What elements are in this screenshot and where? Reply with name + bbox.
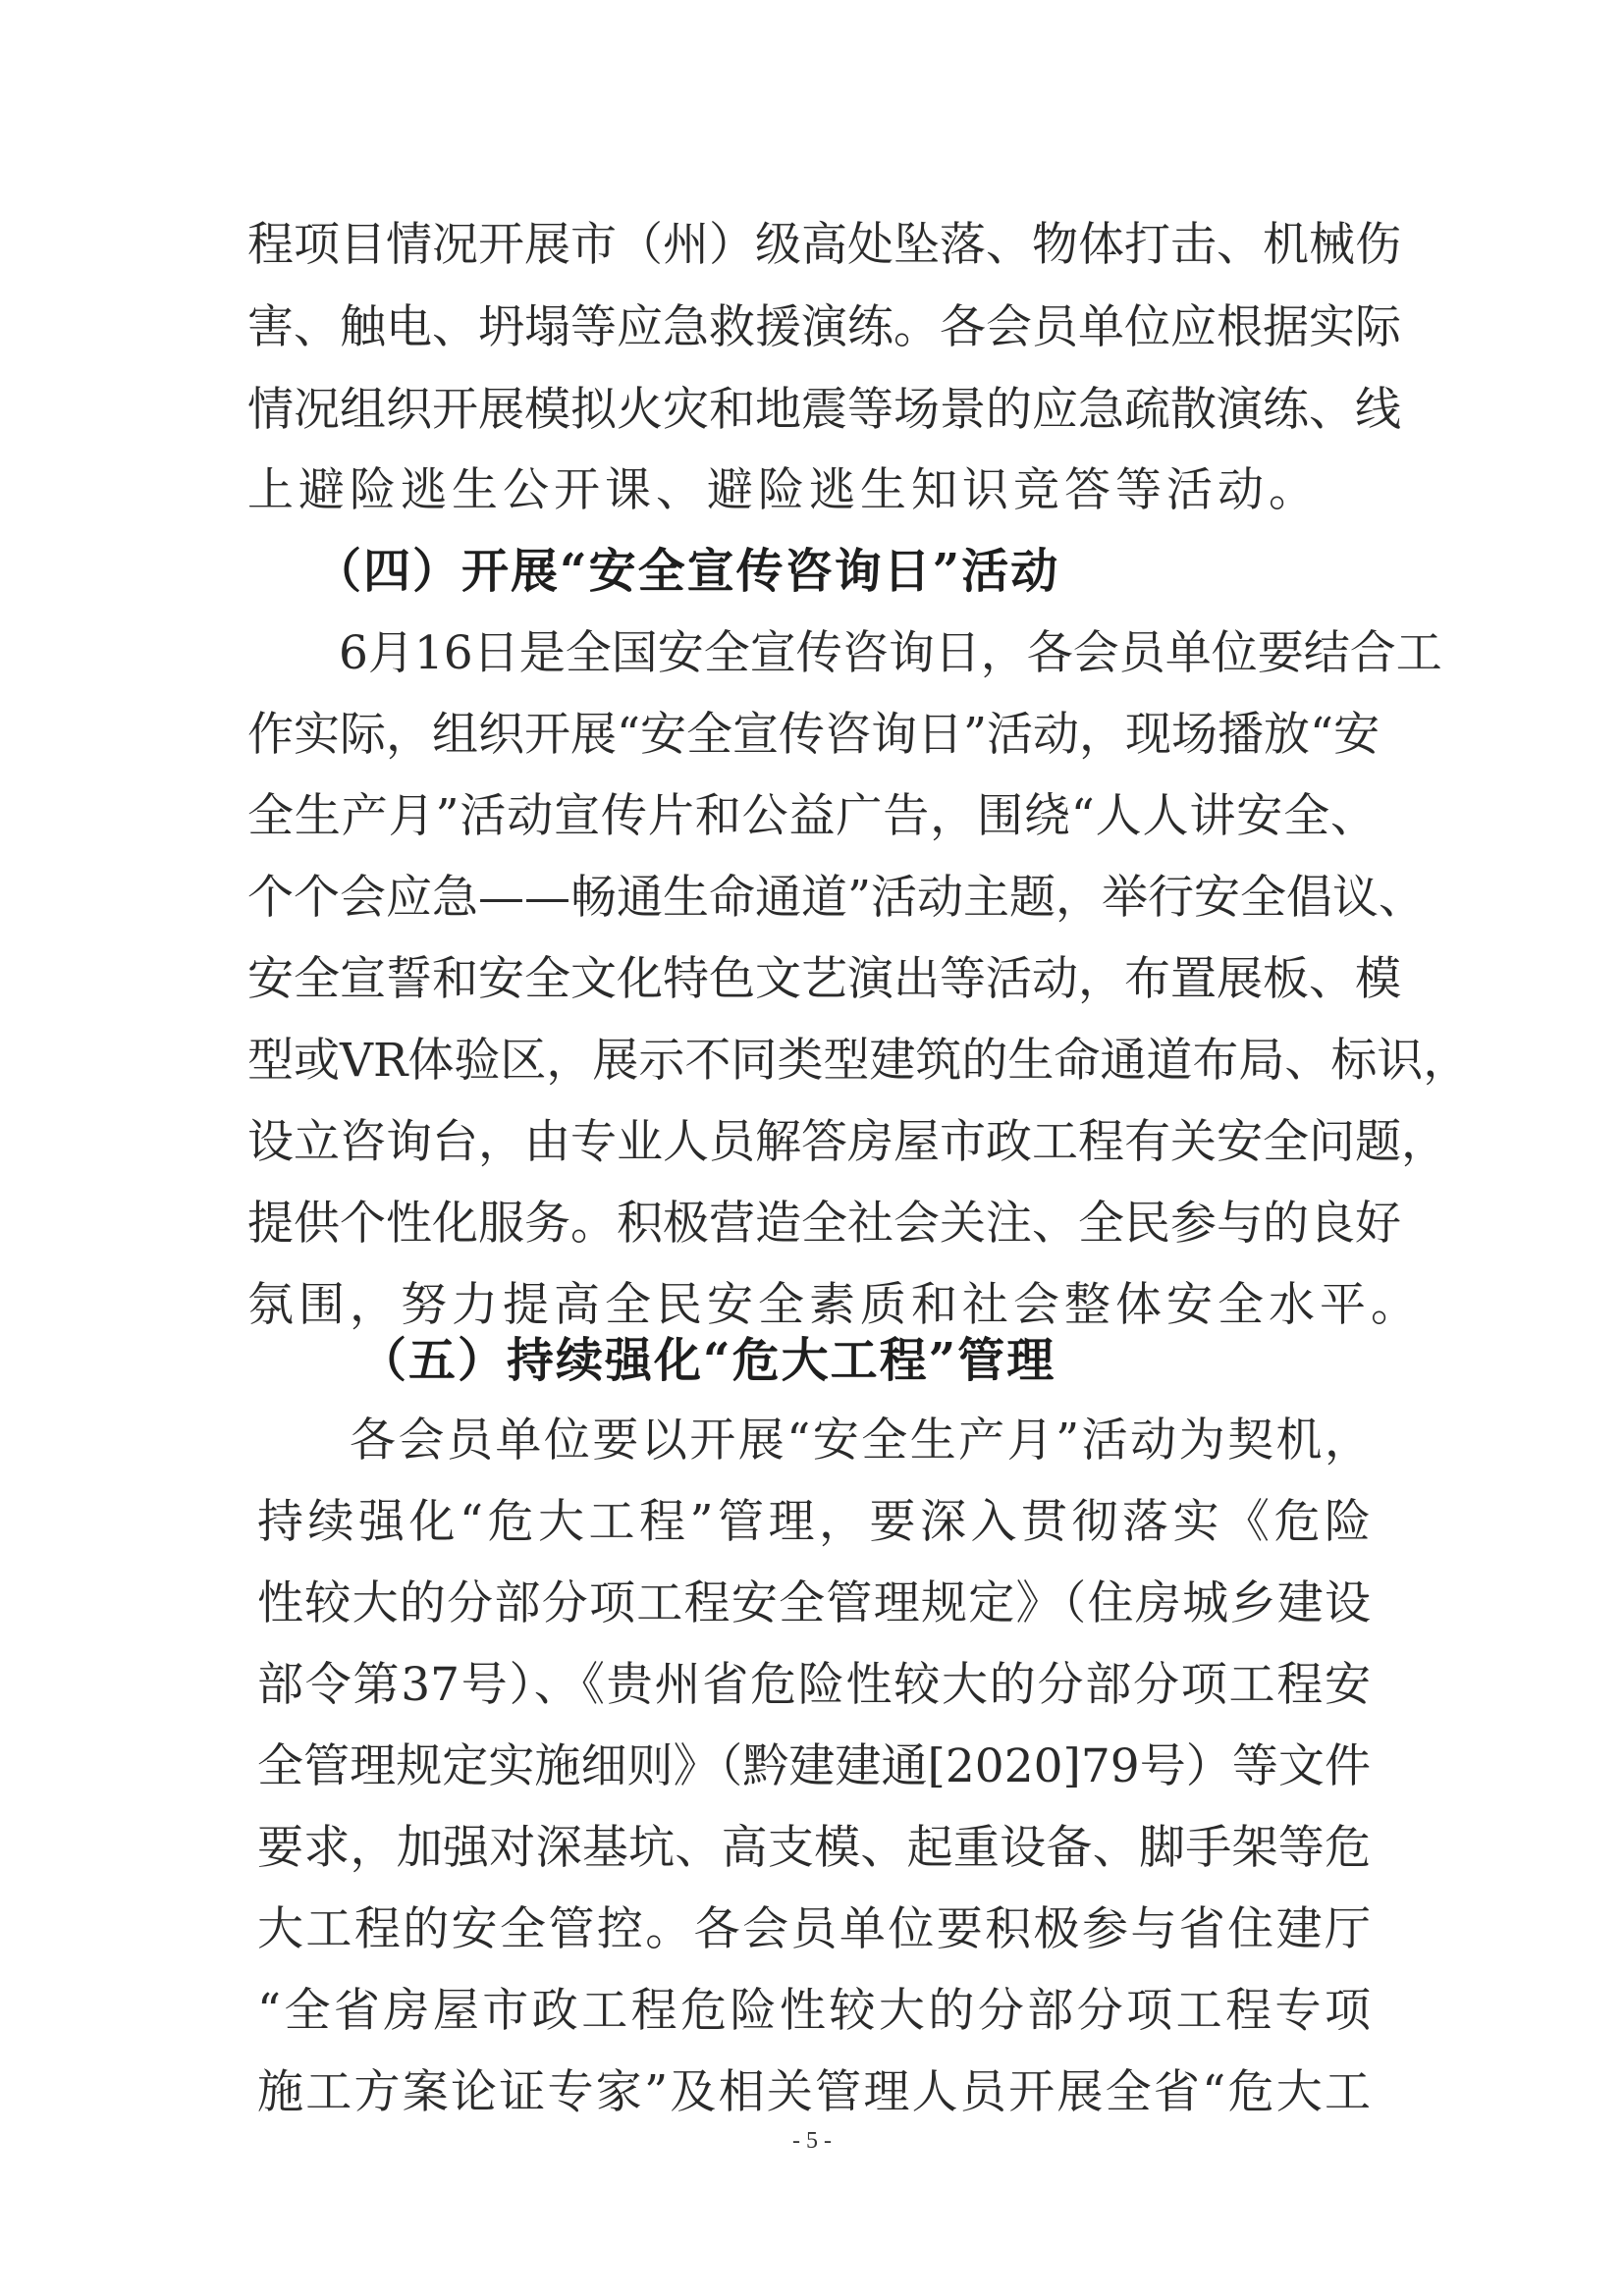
section-5-line-3: 性较大的分部分项工程安全管理规定》（住房城乡建设: [257, 1576, 1371, 1630]
section-5-line-7: 大工程的安全管控。各会员单位要积极参与省住建厅: [257, 1902, 1371, 1956]
page-number: - 5 -: [792, 2128, 832, 2154]
section-4-heading: （四）开展“安全宣传咨询日”活动: [314, 544, 1060, 599]
section-5-line-5: 全管理规定实施细则》（黔建建通[2020]79号）等文件: [257, 1739, 1371, 1793]
paragraph-intro-line-1: 程项目情况开展市（州）级高处坠落、物体打击、机械伤: [247, 218, 1401, 272]
section-4-line-1: 6月16日是全国安全宣传咨询日，各会员单位要结合工: [339, 626, 1442, 680]
section-4-line-2: 作实际，组织开展“安全宣传咨询日”活动，现场播放“安: [247, 708, 1380, 762]
section-4-line-4: 个个会应急——畅通生命通道”活动主题，举行安全倡议、: [247, 871, 1426, 925]
section-5-line-6: 要求，加强对深基坑、高支模、起重设备、脚手架等危: [257, 1821, 1371, 1875]
section-4-line-5: 安全宣誓和安全文化特色文艺演出等活动，布置展板、模: [247, 952, 1401, 1006]
paragraph-intro-line-4: 上避险逃生公开课、避险逃生知识竞答等活动。: [247, 463, 1320, 517]
section-4-line-6: 型或VR体验区，展示不同类型建筑的生命通道布局、标识，: [247, 1034, 1470, 1088]
section-5-line-9: 施工方案论证专家”及相关管理人员开展全省“危大工: [257, 2065, 1371, 2119]
section-5-line-2: 持续强化“危大工程”管理，要深入贯彻落实《危险: [257, 1495, 1371, 1549]
paragraph-intro-line-2: 害、触电、坍塌等应急救援演练。各会员单位应根据实际: [247, 300, 1401, 354]
section-5-line-4: 部令第37号）、《贵州省危险性较大的分部分项工程安: [257, 1658, 1371, 1712]
paragraph-intro-line-3: 情况组织开展模拟火灾和地震等场景的应急疏散演练、线: [247, 383, 1401, 437]
section-4-line-8: 提供个性化服务。积极营造全社会关注、全民参与的良好: [247, 1197, 1401, 1251]
section-5-line-1: 各会员单位要以开展“安全生产月”活动为契机，: [350, 1414, 1371, 1468]
section-4-line-3: 全生产月”活动宣传片和公益广告，围绕“人人讲安全、: [247, 789, 1377, 843]
section-5-line-8: “全省房屋市政工程危险性较大的分部分项工程专项: [257, 1984, 1371, 2038]
section-4-line-9: 氛围，努力提高全民安全素质和社会整体安全水平。: [247, 1278, 1422, 1332]
section-4-line-7: 设立咨询台，由专业人员解答房屋市政工程有关安全问题，: [247, 1115, 1447, 1169]
section-5-heading: （五）持续强化“危大工程”管理: [359, 1333, 1056, 1388]
